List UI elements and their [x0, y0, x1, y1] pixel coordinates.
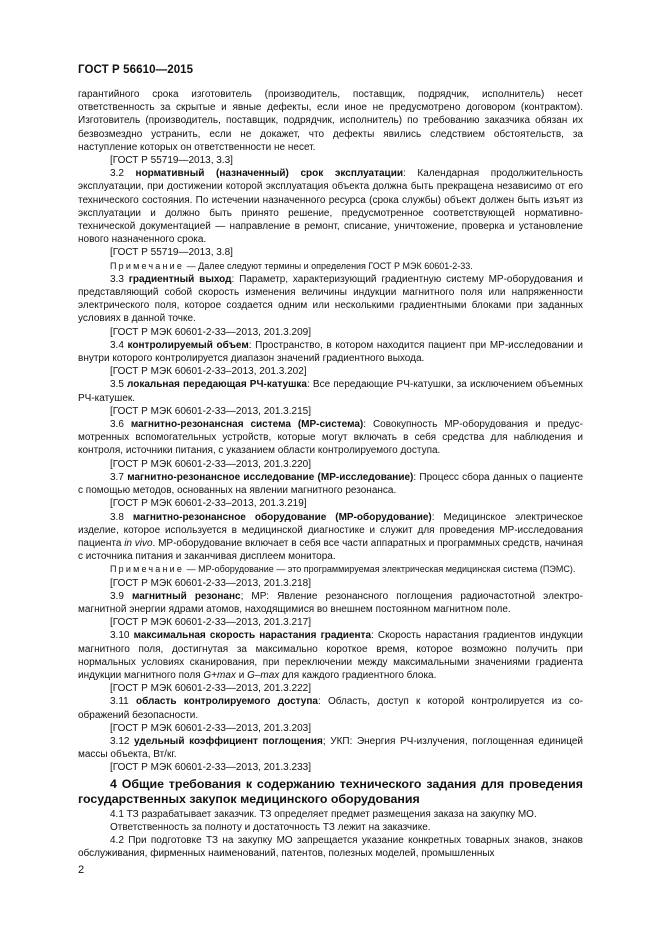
reference: [ГОСТ Р МЭК 60601-2-33—2013, 201.3.218]	[110, 577, 311, 589]
term-3-4: 3.4 контролируемый объем: Пространство, в котором находится пациент при МР-исследовании и внутри которого контролируется диапазон значений градиентного выхода.	[78, 339, 583, 365]
term-3-3: 3.3 градиентный выход: Параметр, характеризующий градиентную систему МР-оборудования и представляющий собой скорость изменения величины индукции магнитного поля или напряженности электрического поля, которое создается одним или несколькими градиентными блоками при заданных условиях в данной точке.	[78, 273, 583, 325]
note: Примечание — Далее следуют термины и определения ГОСТ Р МЭК 60601-2-33.	[110, 260, 473, 271]
reference: [ГОСТ Р МЭК 60601-2-33—2013, 201.3.209]	[110, 326, 311, 338]
term-3-2: 3.2 нормативный (назначенный) срок эксплуатации: Календарная продолжительность эксплуатации, при достижении которой эксплуатация объекта должна быть прекращена независимо от его технического состояния. По истечении назначенного ресурса (срока службы) объект должен быть изъят из эксплуатации и должно быть принято решение, предусмотренное соответствующей нормативно-технической документацией — направление в ремонт, списание, уничтожение, проверка и установление нового назначенного срока.	[78, 168, 583, 246]
term-3-5: 3.5 локальная передающая РЧ-катушка: Все передающие РЧ-катушки, за исключением объемных РЧ-катушек.	[78, 379, 583, 404]
section-heading: 4 Общие требования к содержанию технического задания для проведения государственных закупок медицинского оборудования	[78, 776, 583, 806]
note: Примечание — МР-оборудование — это программируемая электрическая медицинская система (ПЭМС).	[110, 564, 576, 575]
reference: [ГОСТ Р МЭК 60601-2-33—2013, 201.3.233]	[110, 762, 311, 774]
term-3-9: 3.9 магнитный резонанс; МР: Явление резонансного поглощения радиочастотной электромагнитной энергии ядрами атомов, находящимися во внешнем постоянном магнитном поле.	[78, 590, 583, 615]
reference: [ГОСТ Р МЭК 60601-2-33—2013, 201.3.217]	[110, 617, 311, 629]
reference: [ГОСТ Р 55719—2013, 3.8]	[110, 247, 233, 259]
page-number: 2	[78, 864, 85, 876]
reference: [ГОСТ Р МЭК 60601-2-33—2013, 201.3.215]	[110, 405, 311, 417]
term-3-7: 3.7 магнитно-резонансное исследование (МР-исследование): Процесс сбора данных о пациенте с помощью методов, основанных на явлении магнитного резонанса.	[78, 471, 584, 497]
reference: [ГОСТ Р МЭК 60601-2-33–2013, 201.3.219]	[110, 498, 307, 510]
paragraph-4-2: 4.2 При подготовке ТЗ на закупку МО запрещается указание конкретных товарных знаков, знаков обслуживания, фирменных наименований, патентов, полезных моделей, промышленных	[78, 834, 583, 860]
reference: [ГОСТ Р МЭК 60601-2-33—2013, 201.3.222]	[110, 683, 311, 695]
paragraph-4-1-cont: Ответственность за полноту и достаточность ТЗ лежит на заказчике.	[110, 821, 431, 833]
document-body	[78, 88, 583, 860]
term-3-8: 3.8 магнитно-резонансное оборудование (МР-оборудование): Медицинское электрическое изделие, которое используется в медицинской диагностике и служит для проведения МР-исследования пациента in vivo. МР-оборудование включает в себя все части аппаратных и программных средств, начиная с источника питания и заканчивая дисплеем монитора.	[78, 511, 583, 563]
term-3-6: 3.6 магнитно-резонансная система (МР-система): Совокупность МР-оборудования и предусмотренных вспомогательных устройств, которые могут включать в себя средства для наблюдения и контроля, источники питания, с указанием области контролируемого доступа.	[78, 419, 584, 457]
page-header: ГОСТ Р 56610—2015	[78, 64, 194, 76]
term-3-10: 3.10 максимальная скорость нарастания градиента: Скорость нарастания градиентов индукции магнитного поля, достигнутая за максимально короткое время, которое возможно получить при нормальных условиях сканирования, при переключении между максимальными значениями градиента индукции магнитного поля G+max и G–max для каждого градиентного блока.	[78, 630, 583, 681]
term-3-12: 3.12 удельный коэффициент поглощения; УКП: Энергия РЧ-излучения, поглощенная единицей массы объекта, Вт/кг.	[78, 735, 584, 761]
term-3-11: 3.11 область контролируемого доступа: Область, доступ к которой контролируется из соображений безопасности.	[78, 696, 584, 721]
reference: [ГОСТ Р МЭК 60601-2-33–2013, 201.3.202]	[110, 366, 307, 378]
reference: [ГОСТ Р МЭК 60601-2-33—2013, 201.3.220]	[110, 458, 311, 470]
intro-paragraph: гарантийного срока изготовитель (производитель, поставщик, подрядчик, исполнитель) несет ответственность за скрытые и явные дефекты, если иное не предусмотрено договором (контрактом). Изготовитель (производитель, поставщик, подрядчик, исполнитель) по требованию заказчика обязан их безвозмездно устранить, если не докажет, что дефекты явились следствием обстоятельств, за наступление которых он ответственности не несет.	[78, 89, 583, 153]
paragraph-4-1: 4.1 ТЗ разрабатывает заказчик. ТЗ определяет предмет размещения заказа на закупку МО.	[110, 808, 537, 820]
reference: [ГОСТ Р МЭК 60601-2-33—2013, 201.3.203]	[110, 722, 311, 734]
reference: [ГОСТ Р 55719—2013, 3.3]	[110, 155, 233, 167]
